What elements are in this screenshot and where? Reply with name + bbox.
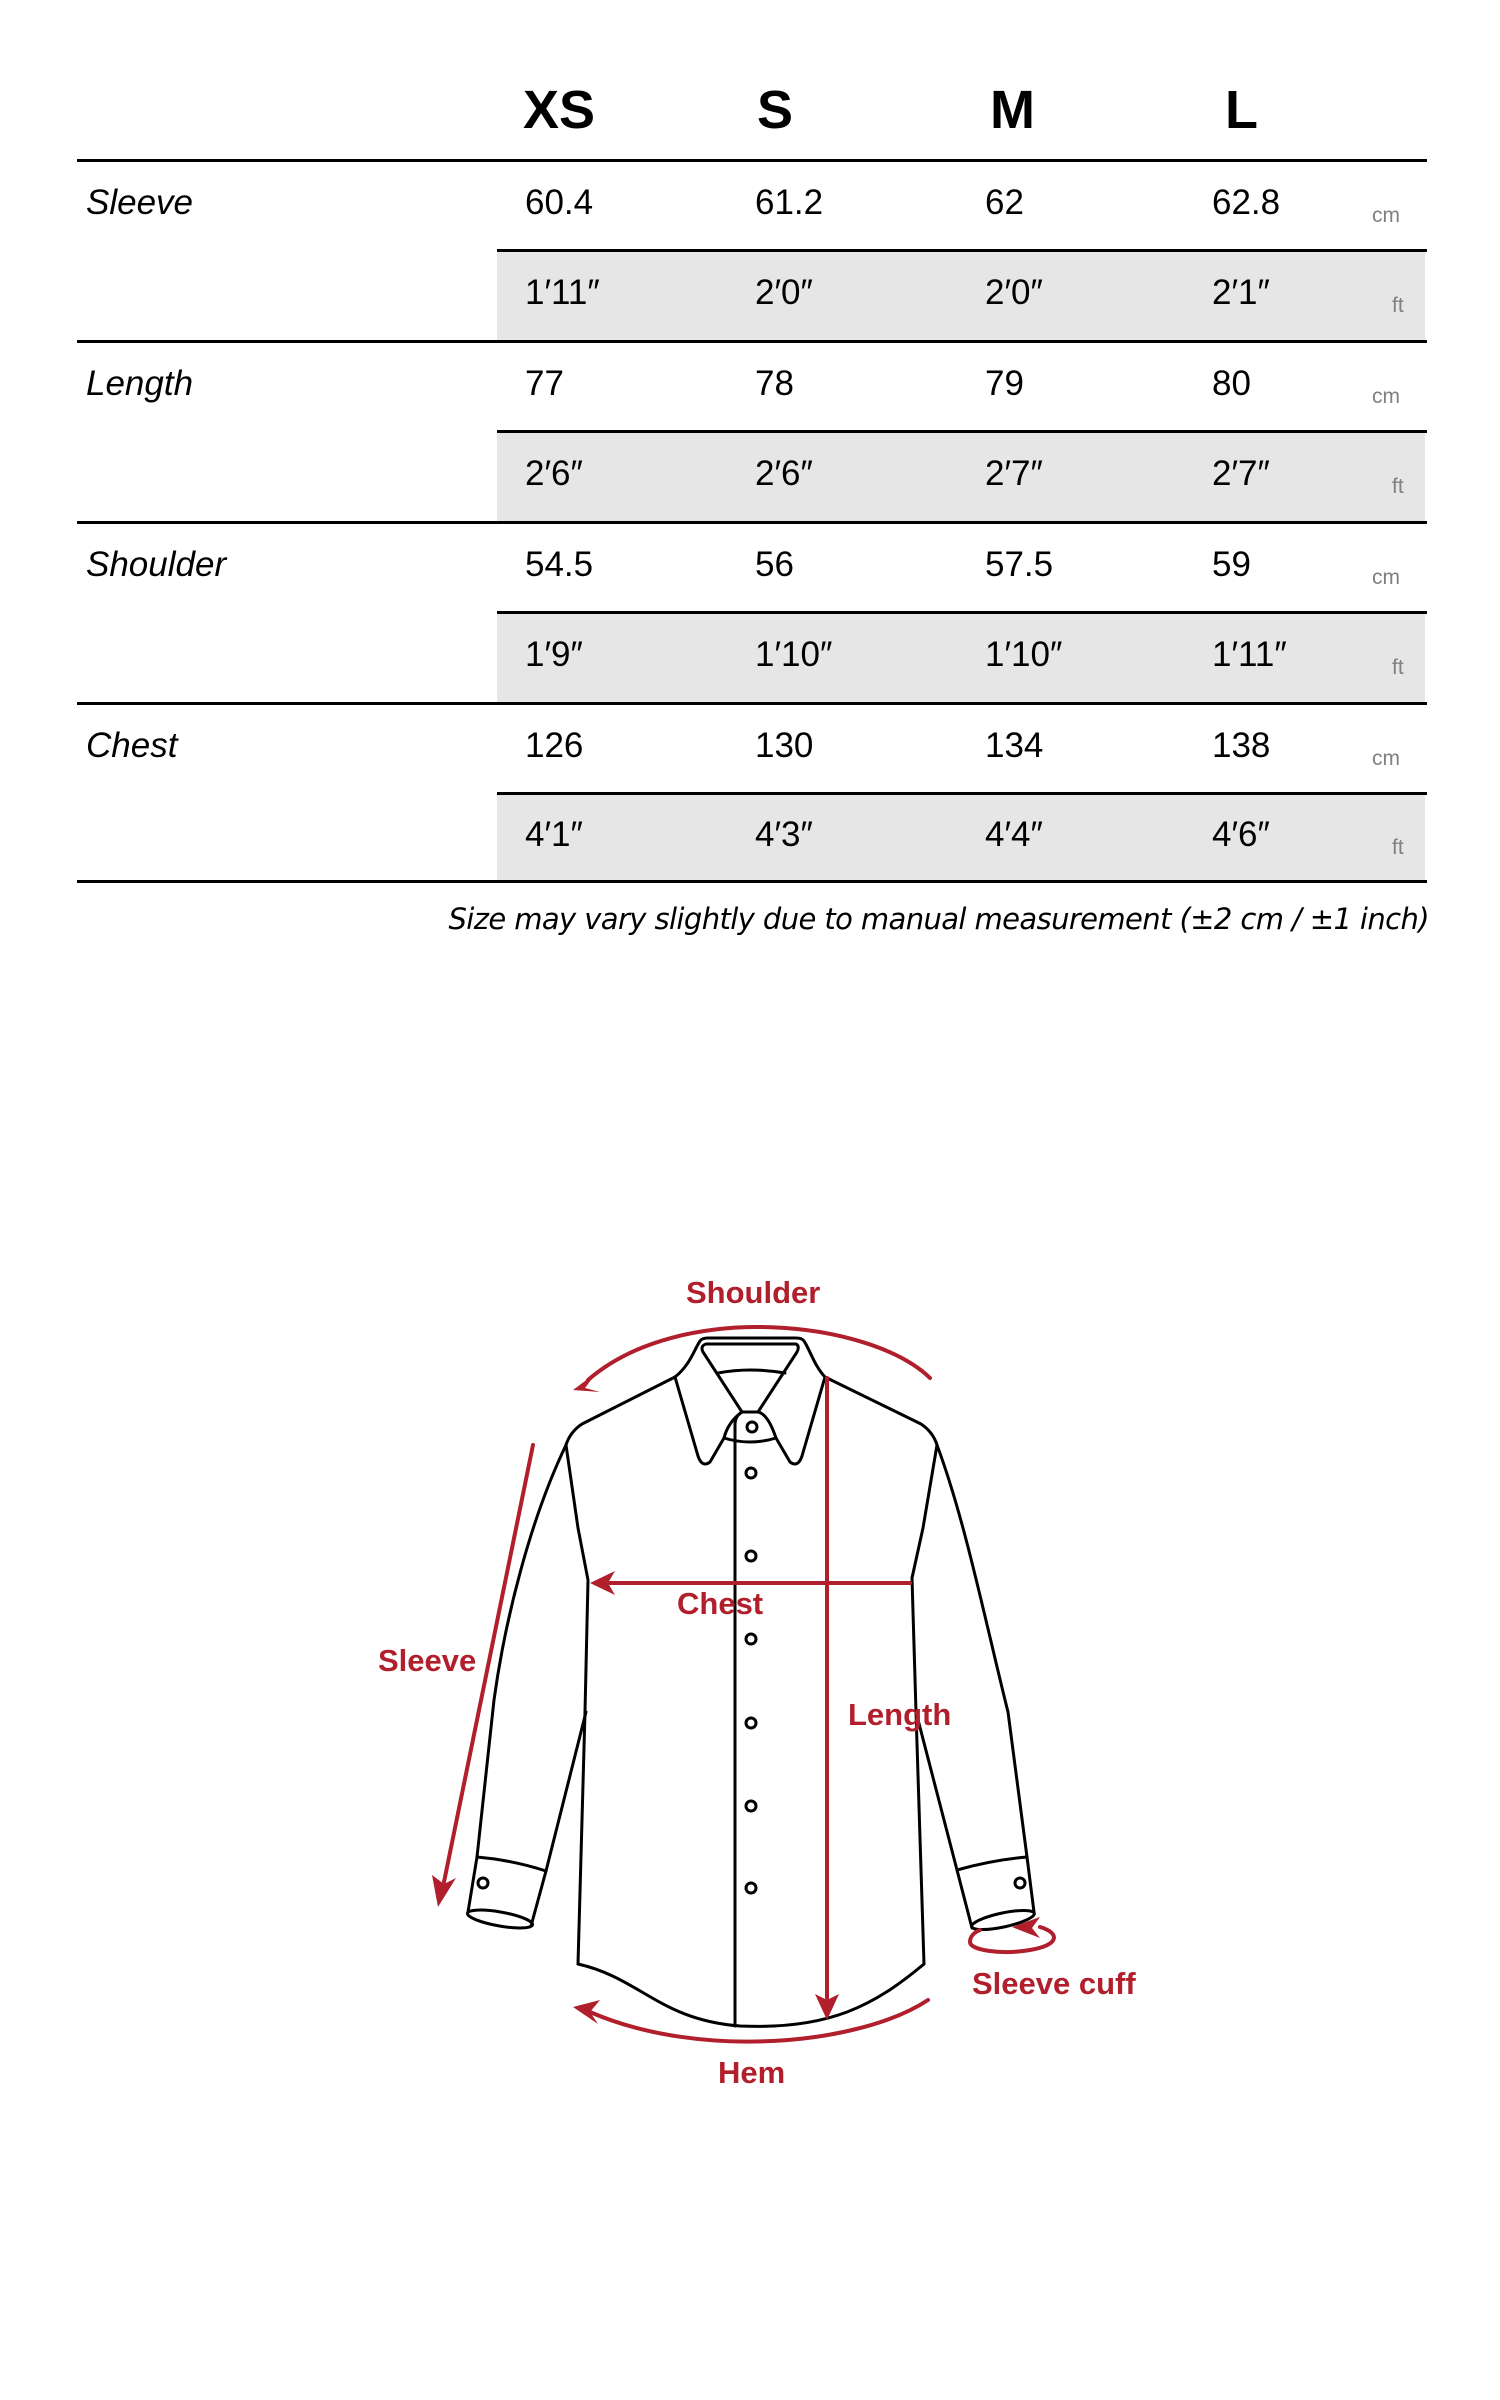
label-length: Length: [848, 1697, 952, 1732]
label-shoulder: Shoulder: [686, 1275, 821, 1310]
cell-shoulder-s-ft: 1′10″: [755, 635, 833, 674]
cell-chest-l-ft: 4′6″: [1212, 815, 1270, 854]
unit-cm: cm: [1372, 747, 1400, 770]
cell-sleeve-s-ft: 2′0″: [755, 273, 813, 312]
cell-shoulder-m-ft: 1′10″: [985, 635, 1063, 674]
cell-sleeve-xs-cm: 60.4: [525, 183, 594, 222]
cell-chest-xs-ft: 4′1″: [525, 815, 583, 854]
shoulder-arrow-icon: [588, 1327, 930, 1380]
cell-length-m-ft: 2′7″: [985, 454, 1043, 493]
hem-arrow-icon: [590, 2000, 928, 2042]
label-sleeve: Sleeve: [378, 1643, 477, 1678]
measure-label-shoulder: Shoulder: [86, 545, 227, 584]
cell-length-xs-ft: 2′6″: [525, 454, 583, 493]
measurement-footnote: Size may vary slightly due to manual measurement (±2 cm / ±1 inch): [448, 902, 1429, 936]
cell-length-s-ft: 2′6″: [755, 454, 813, 493]
cell-shoulder-m-cm: 57.5: [985, 545, 1054, 584]
cell-chest-xs-cm: 126: [525, 726, 584, 765]
cell-sleeve-m-ft: 2′0″: [985, 273, 1043, 312]
cell-length-l-ft: 2′7″: [1212, 454, 1270, 493]
label-hem: Hem: [718, 2055, 786, 2090]
size-header-l: L: [1225, 80, 1258, 140]
measure-label-chest: Chest: [86, 726, 178, 765]
unit-ft: ft: [1392, 475, 1404, 498]
label-sleeve-cuff: Sleeve cuff: [972, 1966, 1136, 2001]
cell-sleeve-m-cm: 62: [985, 183, 1024, 222]
cell-length-l-cm: 80: [1212, 364, 1251, 403]
unit-cm: cm: [1372, 204, 1400, 227]
cell-shoulder-xs-cm: 54.5: [525, 545, 594, 584]
cell-length-xs-cm: 77: [525, 364, 564, 403]
unit-ft: ft: [1392, 294, 1404, 317]
cell-chest-s-ft: 4′3″: [755, 815, 813, 854]
size-header-m: M: [990, 80, 1035, 140]
size-header-s: S: [757, 80, 794, 140]
cell-sleeve-xs-ft: 1′11″: [525, 273, 600, 312]
cell-shoulder-s-cm: 56: [755, 545, 794, 584]
cell-shoulder-l-cm: 59: [1212, 545, 1251, 584]
cell-shoulder-l-ft: 1′11″: [1212, 635, 1287, 674]
label-chest: Chest: [677, 1586, 764, 1621]
measure-label-length: Length: [86, 364, 194, 403]
cell-chest-l-cm: 138: [1212, 726, 1271, 765]
unit-ft: ft: [1392, 836, 1404, 859]
cell-chest-m-ft: 4′4″: [985, 815, 1043, 854]
cell-sleeve-l-ft: 2′1″: [1212, 273, 1270, 312]
cell-chest-m-cm: 134: [985, 726, 1044, 765]
size-header-xs: XS: [523, 80, 596, 140]
cell-sleeve-l-cm: 62.8: [1212, 183, 1281, 222]
cell-shoulder-xs-ft: 1′9″: [525, 635, 583, 674]
unit-ft: ft: [1392, 656, 1404, 679]
cell-length-m-cm: 79: [985, 364, 1024, 403]
measure-label-sleeve: Sleeve: [86, 183, 194, 222]
unit-cm: cm: [1372, 385, 1400, 408]
cell-chest-s-cm: 130: [755, 726, 814, 765]
shirt-outline-icon: [466, 1338, 1035, 2026]
cell-sleeve-s-cm: 61.2: [755, 183, 824, 222]
unit-cm: cm: [1372, 566, 1400, 589]
cell-length-s-cm: 78: [755, 364, 794, 403]
